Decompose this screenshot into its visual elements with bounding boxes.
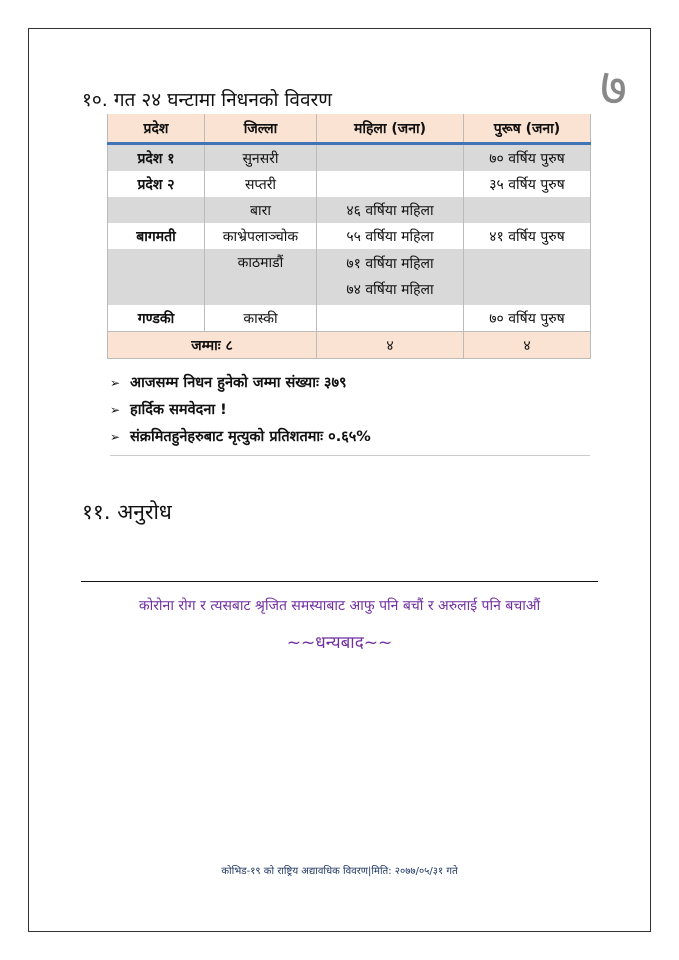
cell-province: गण्डकी xyxy=(108,305,205,332)
arrow-bullet-icon: ➢ xyxy=(110,403,121,417)
cell-female: ४६ वर्षिया महिला xyxy=(317,197,464,223)
header-province: प्रदेश xyxy=(108,114,205,144)
cell-female xyxy=(317,249,464,305)
cell-province: बागमती xyxy=(108,223,205,249)
cell-male xyxy=(464,197,591,223)
bullet-text: आजसम्म निधन हुनेको जम्मा संख्याः ३७९ xyxy=(130,375,347,391)
bullet-text: संक्रमितहुनेहरुबाट मृत्युको प्रतिशतमाः ०.६५% xyxy=(130,429,371,445)
cell-province xyxy=(108,197,205,223)
total-female: ४ xyxy=(317,332,464,359)
page-number: ७ xyxy=(600,58,628,118)
bullet-list xyxy=(110,370,590,456)
cell-district: सुनसरी xyxy=(205,144,317,172)
list-item xyxy=(110,424,590,451)
section-10-title: १०. गत २४ घन्टामा निधनको विवरण xyxy=(82,89,333,111)
cell-female xyxy=(317,305,464,332)
table-row xyxy=(108,305,591,332)
page-footer: कोभिड-१९ को राष्ट्रिय अद्यावधिक विवरण|मिति: २०७७/०५/३१ गते xyxy=(221,866,458,877)
table-row xyxy=(108,223,591,249)
list-item xyxy=(110,370,590,397)
cell-district: कास्की xyxy=(205,305,317,332)
cell-district: काठमाडौं xyxy=(205,249,317,305)
cell-male: ३५ वर्षिय पुरुष xyxy=(464,171,591,197)
header-district: जिल्ला xyxy=(205,114,317,144)
table-row xyxy=(108,249,591,305)
thanks-text: ~~धन्यबाद~~ xyxy=(286,633,393,653)
list-item xyxy=(110,397,590,424)
section-11-title: ११. अनुरोध xyxy=(82,500,172,524)
cell-province: प्रदेश २ xyxy=(108,171,205,197)
cell-province xyxy=(108,249,205,305)
bullet-text: हार्दिक समवेदना ! xyxy=(130,402,227,418)
cell-district: बारा xyxy=(205,197,317,223)
cell-female-line-2: ७४ वर्षिया महिला xyxy=(346,282,434,298)
cell-male: ७० वर्षिय पुरुष xyxy=(464,305,591,332)
table-row xyxy=(108,171,591,197)
cell-male: ४१ वर्षिय पुरुष xyxy=(464,223,591,249)
cell-female: ५५ वर्षिया महिला xyxy=(317,223,464,249)
header-male: पुरूष (जना) xyxy=(464,114,591,144)
cell-female-line-1: ७१ वर्षिया महिला xyxy=(346,256,434,272)
cell-district: सप्तरी xyxy=(205,171,317,197)
cell-male xyxy=(464,249,591,305)
arrow-bullet-icon: ➢ xyxy=(110,430,121,444)
header-female: महिला (जना) xyxy=(317,114,464,144)
table-row xyxy=(108,144,591,172)
slogan: कोरोना रोग र त्यसबाट श्रृजित समस्याबाट आफु पनि बचौं र अरुलाई पनि बचाऔं xyxy=(138,598,541,614)
arrow-bullet-icon: ➢ xyxy=(110,376,121,390)
table-row xyxy=(108,197,591,223)
cell-female xyxy=(317,171,464,197)
cell-male: ७० वर्षिय पुरुष xyxy=(464,144,591,172)
table-total-row xyxy=(108,332,591,359)
cell-female xyxy=(317,144,464,172)
total-male: ४ xyxy=(464,332,591,359)
deaths-table xyxy=(107,114,591,359)
total-label: जम्माः ८ xyxy=(108,332,317,359)
cell-province: प्रदेश १ xyxy=(108,144,205,172)
cell-district: काभ्रेपलाञ्चोक xyxy=(205,223,317,249)
divider xyxy=(81,581,598,582)
table-header-row xyxy=(108,114,591,144)
